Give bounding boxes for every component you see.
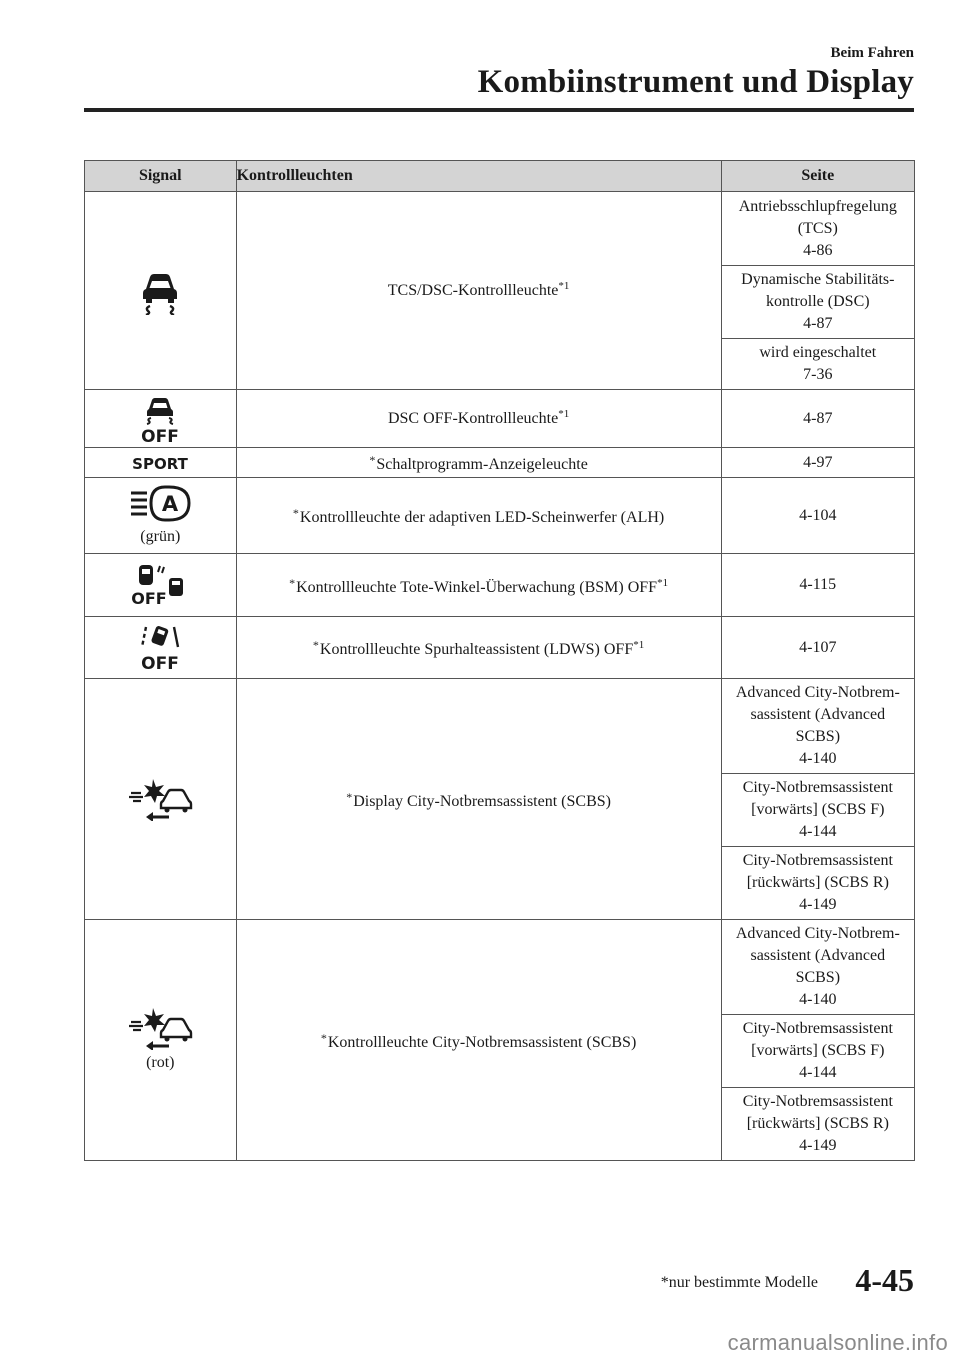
page-header (478, 44, 914, 102)
signal-cell (85, 617, 237, 679)
light-label: Kontrollleuchte Tote-Winkel-Überwachung (BSM) OFF (296, 578, 658, 596)
light-label: Kontrollleuchte Spurhalteassistent (LDWS) OFF (319, 641, 634, 658)
ldws-off-icon (132, 623, 188, 673)
asterisk-mark: * (346, 789, 353, 804)
page-ref-text: wird eingeschaltet (759, 344, 877, 361)
table-row (85, 448, 915, 478)
page-ref-number: 4-144 (799, 823, 837, 840)
tcs-dsc-icon (132, 267, 188, 315)
page-ref-number: 4-140 (799, 991, 837, 1008)
light-cell (236, 617, 721, 679)
page-ref-number: 4-87 (803, 409, 833, 427)
page-ref-number: 4-149 (799, 1137, 837, 1154)
page-ref-number: 4-104 (799, 506, 837, 524)
page-cell (721, 1088, 914, 1161)
chapter-title: Kombiinstrument und Display (477, 64, 914, 100)
signal-cell (85, 679, 237, 920)
column-header-light: Kontrollleuchten (236, 161, 721, 192)
page-ref-text: Dynamische Stabilitäts-kontrolle (DSC) (741, 271, 895, 310)
signal-cell (85, 390, 237, 448)
page-ref-number: 4-140 (799, 750, 837, 767)
page-ref-text: City-Notbremsassistent [vorwärts] (SCBS F) (742, 1020, 893, 1059)
signal-cell (85, 920, 237, 1161)
table-row (85, 192, 915, 266)
footnote-ref: *1 (657, 576, 669, 589)
page-ref-text: City-Notbremsassistent [rückwärts] (SCBS R) (742, 1093, 893, 1132)
page-ref-text: Antriebsschlupfregelung (TCS) (738, 197, 897, 237)
page-cell (721, 266, 914, 339)
page-ref-text: Advanced City-Notbrem-sassistent (Advanced SCBS) (735, 684, 900, 745)
light-label: TCS/DSC-Kontrollleuchte (387, 281, 559, 299)
light-label: Kontrollleuchte der adaptiven LED-Scheinwerfer (ALH) (299, 509, 665, 526)
table-row (85, 617, 915, 679)
page-cell (721, 679, 914, 774)
page-cell (721, 448, 914, 478)
signal-note: (grün) (140, 527, 181, 545)
footnote: *nur bestimmte Modelle (660, 1274, 818, 1291)
icon-text: OFF (141, 653, 180, 673)
footnote-ref: *1 (633, 639, 645, 651)
page-cell (721, 478, 914, 554)
light-cell (236, 478, 721, 554)
light-cell (236, 554, 721, 617)
signal-table (84, 160, 915, 1161)
table-row (85, 554, 915, 617)
page-ref-number: 4-149 (799, 896, 837, 913)
page-cell (721, 554, 914, 617)
page-cell (721, 192, 914, 266)
asterisk-mark: * (320, 1030, 327, 1045)
asterisk-mark: * (369, 453, 376, 467)
signal-cell (85, 448, 237, 478)
signal-cell (85, 192, 237, 390)
table-row (85, 390, 915, 448)
alh-icon (125, 484, 195, 524)
section-title: Beim Fahren (830, 45, 914, 61)
icon-text: OFF (141, 426, 180, 444)
page-cell (721, 920, 914, 1015)
column-header-signal: Signal (85, 161, 237, 192)
sport-icon (124, 453, 196, 473)
icon-text: SPORT (132, 454, 189, 473)
header-rule (84, 108, 914, 112)
scbs-icon (123, 777, 197, 821)
asterisk-mark: * (289, 575, 296, 590)
table-row (85, 478, 915, 554)
page-number: 4-45 (855, 1262, 914, 1298)
page-ref-number: 4-97 (803, 453, 833, 471)
light-cell (236, 448, 721, 478)
page-cell (721, 847, 914, 920)
scbs-warning-icon (123, 1006, 197, 1050)
light-cell (236, 390, 721, 448)
page-ref-number: 4-87 (803, 315, 833, 332)
footnote-ref: *1 (558, 407, 570, 420)
page-ref-number: 4-115 (799, 576, 837, 593)
light-cell (236, 920, 721, 1161)
page-cell (721, 617, 914, 679)
page-cell (721, 1015, 914, 1088)
light-label: Kontrollleuchte City-Notbremsassistent (SCBS) (327, 1033, 637, 1051)
icon-text: OFF (131, 589, 168, 608)
page-cell (721, 774, 914, 847)
icon-text: A (162, 491, 179, 516)
page-ref-number: 4-107 (799, 638, 837, 656)
page-cell (721, 339, 914, 390)
table-row (85, 920, 915, 1015)
light-cell (236, 192, 721, 390)
dsc-off-icon (130, 394, 190, 444)
bsm-off-icon (127, 562, 193, 608)
table-header-row (85, 161, 915, 192)
page-cell (721, 390, 914, 448)
asterisk-mark: * (292, 506, 299, 520)
footnote-ref: *1 (558, 279, 570, 292)
light-label: Schaltprogramm-Anzeigeleuchte (376, 456, 588, 473)
page-ref-text: City-Notbremsassistent [vorwärts] (SCBS F) (742, 779, 893, 818)
page-ref-number: 7-36 (803, 366, 833, 383)
light-label: DSC OFF-Kontrollleuchte (387, 409, 559, 427)
light-cell (236, 679, 721, 920)
page-ref-text: City-Notbremsassistent [rückwärts] (SCBS R) (742, 852, 893, 891)
column-header-page: Seite (721, 161, 914, 192)
watermark: carmanualsonline.info (727, 1330, 948, 1355)
signal-note: (rot) (146, 1054, 175, 1071)
signal-cell (85, 554, 237, 617)
asterisk-mark: * (312, 638, 319, 652)
page-ref-number: 4-144 (799, 1064, 837, 1081)
page-ref-number: 4-86 (803, 241, 833, 259)
page-ref-text: Advanced City-Notbrem-sassistent (Advanced SCBS) (735, 925, 900, 986)
table-row (85, 679, 915, 774)
light-label: Display City-Notbremsassistent (SCBS) (353, 792, 611, 810)
signal-cell (85, 478, 237, 554)
